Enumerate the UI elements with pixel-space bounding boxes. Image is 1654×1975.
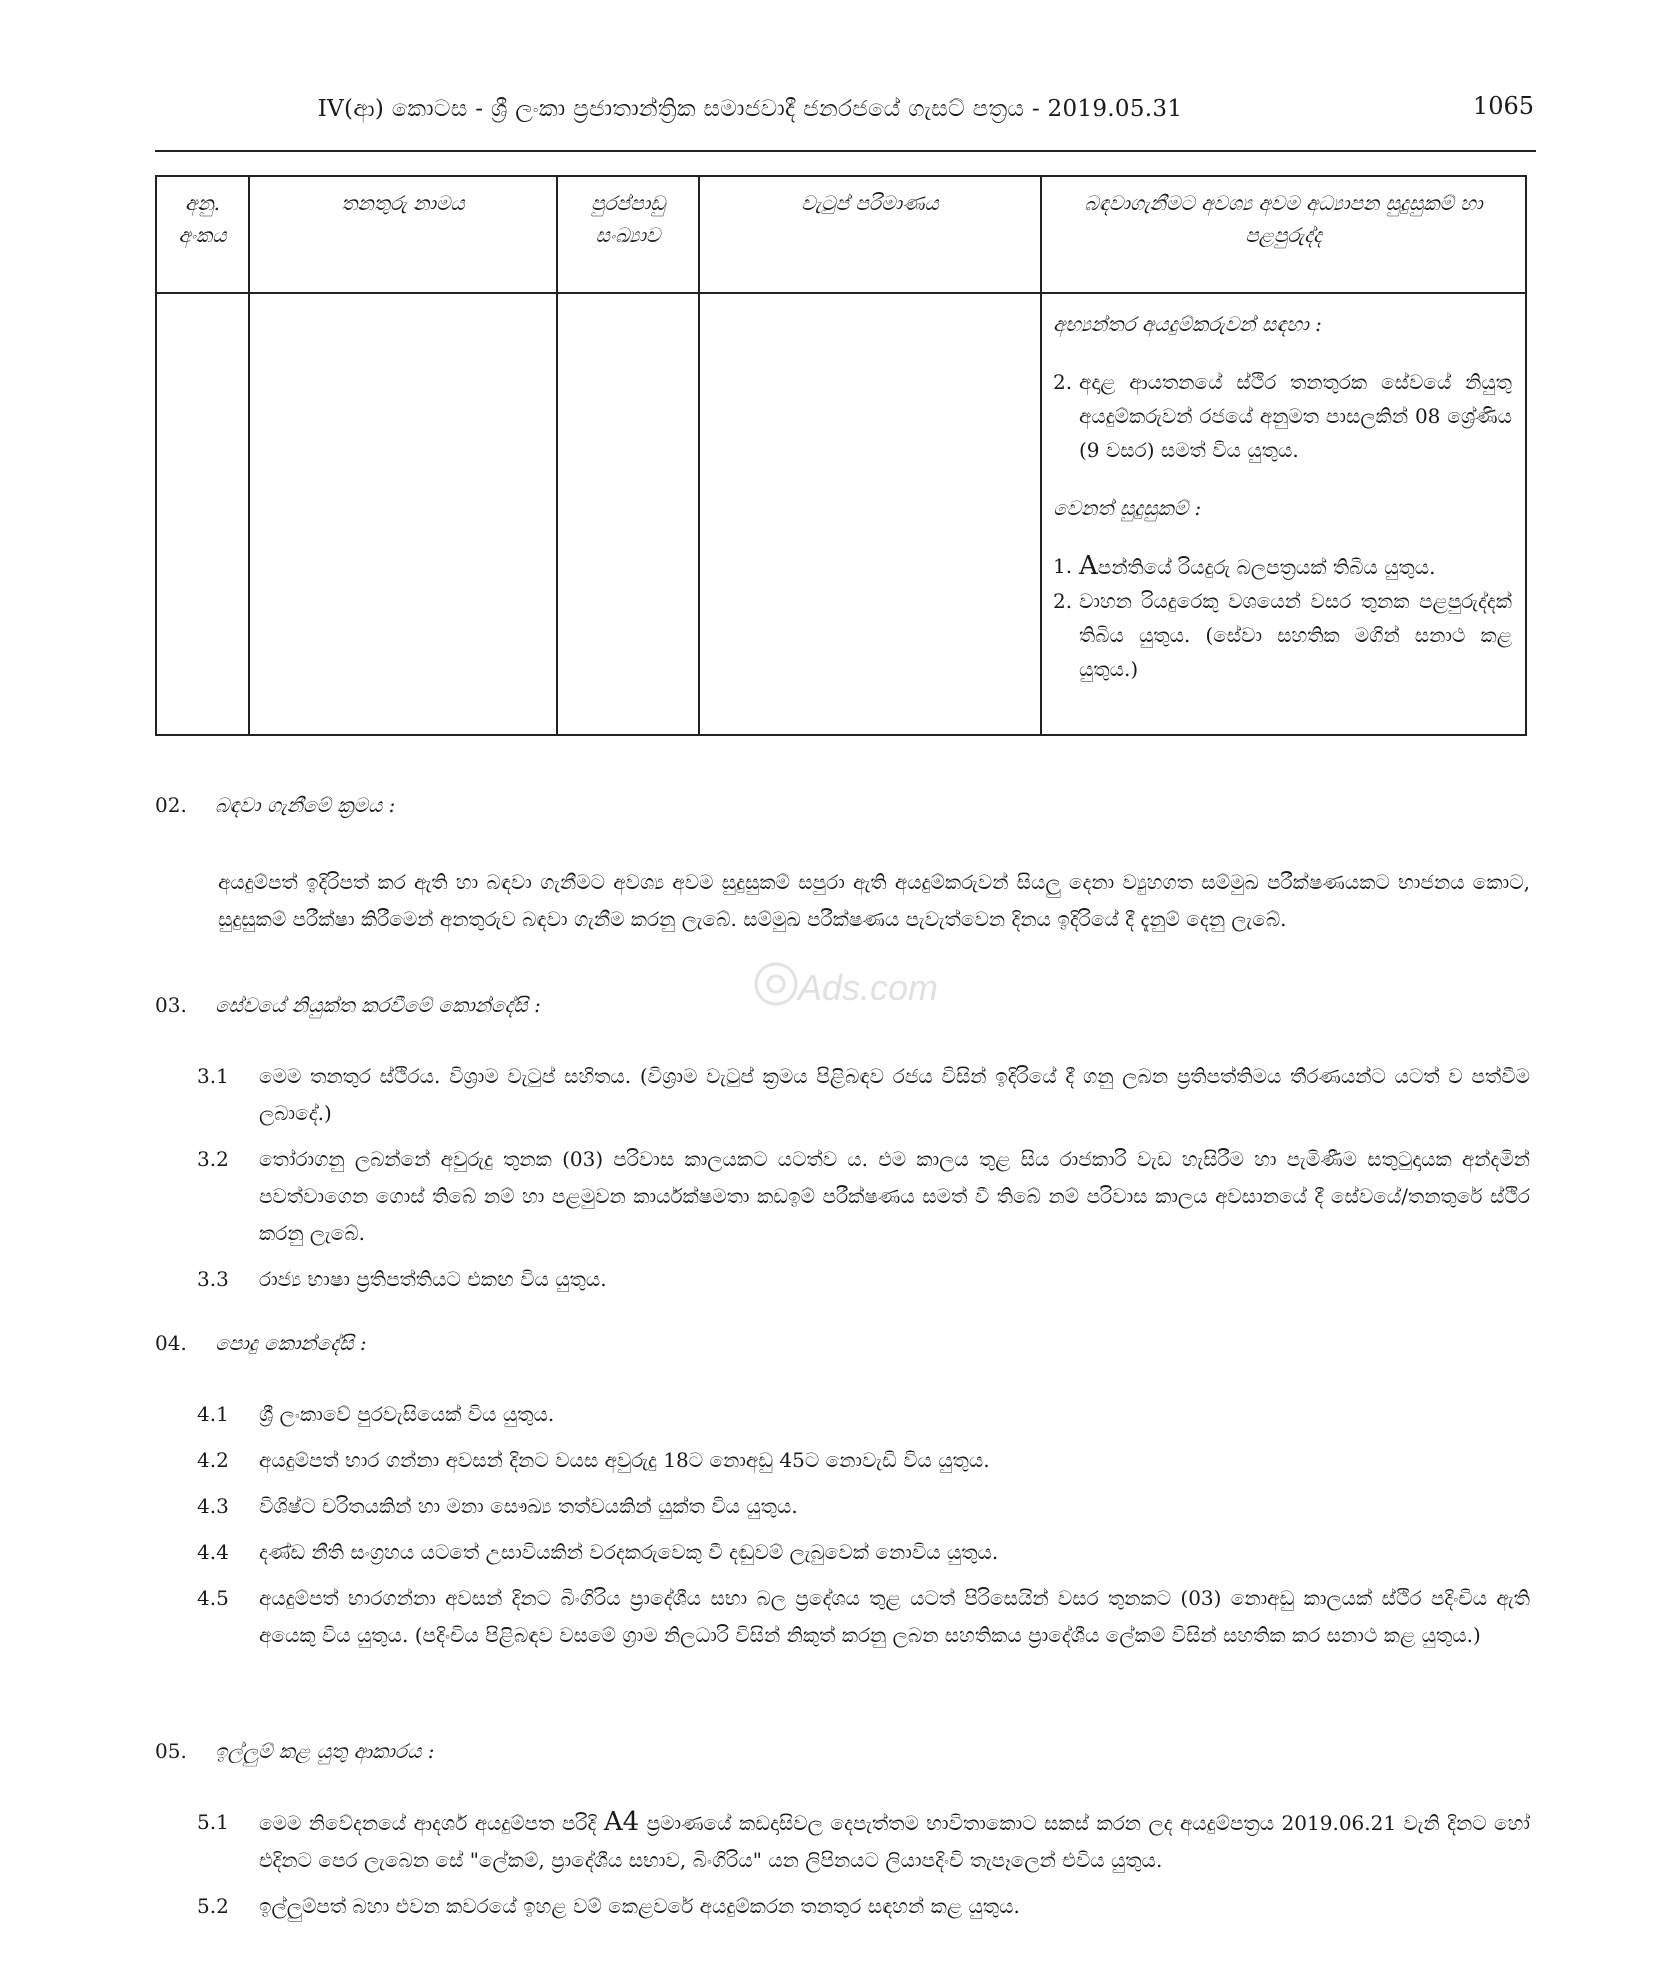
- item-text: අයදුම්පත් භාරගන්නා අවසන් දිනට බිංගිරිය ප්‍රාදේශීය සභා බල ප්‍රදේශය තුළ යටත් පිරිසෙයින් වසර තුනකට (03) නොඅඩු කාලයක් ස්ථිර පදිංචිය ඇති අයෙකු විය යුතුය. (පදිංචිය පිළිබඳව වසමේ ග්‍රාම නිලධාරි විසින් නිකුත් කරනු ලබන සහතිකය ප්‍රාදේශීය ලේකම් විසින් සහතික කර සනාථ කළ යුතුය.): [259, 1586, 1530, 1647]
- item-number: 3.2: [197, 1147, 229, 1171]
- item-text: දණ්ඩ නීති සංග්‍රහය යටතේ උසාවියකින් වරදකරුවෙකු වී දඬුවම් ලැබුවෙක් නොවිය යුතුය.: [259, 1540, 999, 1564]
- cell-qualifications: [1041, 293, 1526, 735]
- item-number: 3.1: [197, 1064, 229, 1088]
- cell-vacancies: [557, 293, 699, 735]
- item-number: 4.2: [197, 1448, 229, 1472]
- item-text: විශිෂ්ට චරිතයකින් හා මනා සෞඛ්‍ය තත්වයකින් යුක්ත විය යුතුය.: [259, 1494, 798, 1518]
- section-number: 03.: [155, 993, 187, 1017]
- list-item: [197, 1058, 1530, 1132]
- licence-class-letter: A: [1079, 551, 1098, 581]
- list-item: [197, 1442, 1530, 1479]
- table-header-row: [156, 176, 1526, 293]
- item-number: 4.1: [197, 1402, 229, 1426]
- item-text: [259, 1804, 1530, 1879]
- item-number: 4.4: [197, 1540, 229, 1564]
- section-general-conditions: [155, 1328, 1530, 1663]
- gazette-header-title: IV(ආ) කොටස - ශ්‍රී ලංකා ප්‍රජාතාන්ත්‍රික සමාජවාදී ජනරජයේ ගැසට් පත්‍රය - 2019.05.31: [317, 96, 1183, 122]
- list-item: [1053, 549, 1512, 584]
- item-number: 4.5: [197, 1586, 229, 1610]
- item-text: අදාළ ආයතනයේ ස්ථිර තනතුරක සේවයේ නියුතු අයදුම්කරුවන් රජයේ අනුමත පාසලකින් 08 ශ්‍රේණිය (9 වසර) සමත් විය යුතුය.: [1079, 370, 1512, 462]
- section-title: ඉල්ලුම් කළ යුතු ආකාරය :: [215, 1739, 435, 1763]
- item-text: තෝරාගනු ලබන්නේ අවුරුදු තුනක (03) පරිවාස කාලයකට යටත්ව ය. එම කාලය තුළ සිය රාජකාරි වැඩ හැසිරීම හා පැමිණීම සතුටුදායක අන්දමින් පවත්වාගෙන ගොස් තිබේ නම් හා පළමුවන කාර්යක්ෂමතා කඩඉම් පරීක්ෂණය සමත් වී තිබේ නම් පරිවාස කාලය අවසානයේ දී සේවයේ/තනතුරේ ස්ථිර කරනු ලැබේ.: [259, 1147, 1530, 1245]
- section-title: බඳවා ගැනීමේ ක්‍රමය :: [215, 793, 396, 817]
- vacancy-table: [155, 175, 1527, 736]
- item-number: 4.3: [197, 1494, 229, 1518]
- cell-salary-scale: [699, 293, 1041, 735]
- item-number: 5.1: [197, 1810, 229, 1834]
- section-appointment-conditions: [155, 990, 1530, 1307]
- other-qualifications-title: වෙනත් සුදුසුකම් :: [1053, 496, 1202, 520]
- col-header-vacancies: පුරප්පාඩු සංඛ්‍යාව: [557, 176, 699, 293]
- cell-post-name: [249, 293, 557, 735]
- cell-serial: [156, 293, 249, 735]
- list-item: [197, 1141, 1530, 1252]
- list-item: [197, 1534, 1530, 1571]
- item-text: ඉල්ලුම්පත් බහා එවන කවරයේ ඉහළ වම් කෙළවරේ අයදුම්කරන තනතුර සඳහන් කළ යුතුය.: [259, 1894, 1020, 1918]
- item-number: 5.2: [197, 1894, 229, 1918]
- item-number: 1.: [1053, 554, 1073, 578]
- item-text: අයදුම්පත් භාර ගන්නා අවසන් දිනට වයස අවුරුදු 18ට නොඅඩු 45ට නොවැඩි විය යුතුය.: [259, 1448, 990, 1472]
- section-number: 04.: [155, 1331, 187, 1355]
- list-item: [197, 1488, 1530, 1525]
- section-number: 05.: [155, 1739, 187, 1763]
- section-title: සේවයේ නියුක්ත කරවීමේ කොන්දේසි :: [215, 993, 541, 1017]
- item-number: 3.3: [197, 1267, 229, 1291]
- section-recruitment-method: [155, 790, 1530, 938]
- list-item: [197, 1804, 1530, 1879]
- watermark-text: Ads.com: [798, 967, 939, 1008]
- item-text-rest: පන්තියේ රියදුරු බලපත්‍රයක් තිබිය යුතුය.: [1097, 555, 1436, 579]
- list-item: [197, 1261, 1530, 1298]
- col-header-salary-scale: වැටුප් පරිමාණය: [699, 176, 1041, 293]
- list-item: [197, 1396, 1530, 1433]
- section-how-to-apply: [155, 1736, 1530, 1934]
- section-paragraph: අයදුම්පත් ඉදිරිපත් කර ඇති හා බඳවා ගැනීමට අවශ්‍ය අවම සුදුසුකම් සපුරා ඇති අයදුම්කරුවන් සියලු දෙනා ව්‍යුහගත සම්මුඛ පරීක්ෂණයකට භාජනය කොට, සුදුසුකම් පරීක්ෂා කිරීමෙන් අනතුරුව බඳවා ගැනීම කරනු ලැබේ. සම්මුඛ පරීක්ෂණය පැවැත්වෙන දිනය ඉදිරියේ දී දැනුම් දෙනු ලැබේ.: [218, 870, 1530, 931]
- paper-size-label: A4: [603, 1807, 640, 1837]
- list-item: [197, 1888, 1530, 1925]
- list-item: [1053, 584, 1512, 686]
- list-item: [1053, 365, 1512, 467]
- col-header-post-name: තනතුරු නාමය: [249, 176, 557, 293]
- col-header-qualifications: බඳවාගැනීමට අවශ්‍ය අවම අධ්‍යාපන සුදුසුකම් හා පළපුරුද්ද: [1041, 176, 1526, 293]
- item-text: ශ්‍රී ලංකාවේ පුරවැසියෙක් විය යුතුය.: [259, 1402, 555, 1426]
- item-text: රාජ්‍ය භාෂා ප්‍රතිපත්තියට එකඟ විය යුතුය.: [259, 1267, 607, 1291]
- table-row: [156, 293, 1526, 735]
- item-number: 2.: [1053, 370, 1073, 394]
- item-text-part: මෙම නිවේදනයේ ආදර්ශ අයදුම්පත පරිදි: [259, 1811, 604, 1835]
- section-number: 02.: [155, 793, 187, 817]
- header-divider: [155, 150, 1536, 152]
- section-title: පොදු කොන්දේසි :: [215, 1331, 367, 1355]
- item-number: 2.: [1053, 589, 1073, 613]
- item-text-part: ප්‍රමාණයේ කඩදාසිවල දෙපැත්තම භාවිතාකොට සකස් කරන ලද අයදුම්පත්‍රය 2019.06.21 වැනි දිනට හෝ එදිනට පෙර ලැබෙන සේ "ලේකම්, ප්‍රාදේශීය සභාව, බිංගිරිය" යන ලිපිනයට ලියාපදිංචි තැපෑලෙන් එවිය යුතුය.: [259, 1811, 1530, 1872]
- list-item: [197, 1580, 1530, 1654]
- item-text: මෙම තනතුර ස්ථිරය. විශ්‍රාම වැටුප් සහිතය. (විශ්‍රාම වැටුප් ක්‍රමය පිළිබඳව රජය විසින් ඉදිරියේ දී ගනු ලබන ප්‍රතිපත්තිමය තීරණයන්ට යටත් ව පත්වීම ලබාදේ.): [259, 1064, 1530, 1125]
- item-text: වාහන රියදුරෙකු වශයෙන් වසර තුනක පළපුරුද්දක් තිබිය යුතුය. (සේවා සහතික මගින් සනාථ කළ යුතුය.): [1079, 589, 1512, 681]
- page-number: 1065: [1472, 92, 1534, 120]
- internal-applicants-title: අභ්‍යන්තර අයදුම්කරුවන් සඳහා :: [1053, 312, 1322, 336]
- col-header-serial: අනු. අංකය: [156, 176, 249, 293]
- item-text: [1079, 549, 1512, 584]
